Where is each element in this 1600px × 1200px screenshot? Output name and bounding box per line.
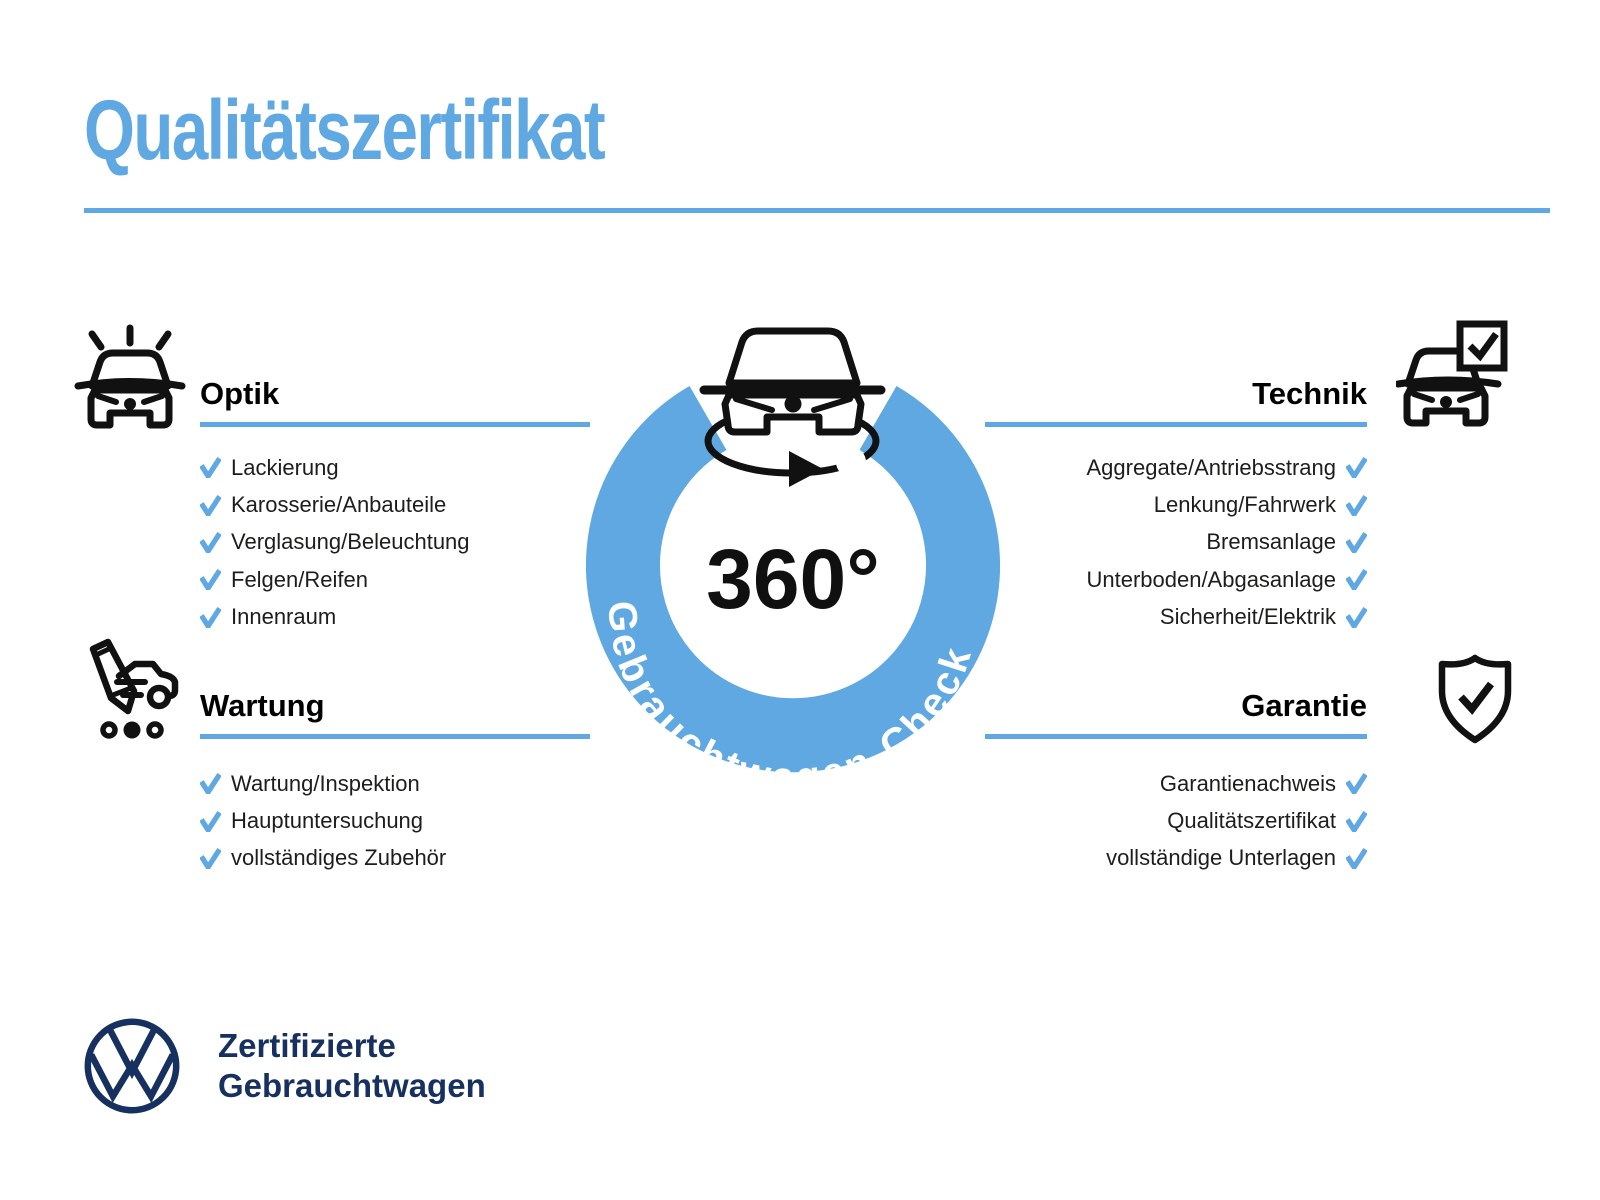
footer-line2: Gebrauchtwagen bbox=[218, 1067, 486, 1104]
check-icon bbox=[200, 773, 221, 794]
check-item bbox=[200, 449, 590, 486]
check-icon bbox=[1346, 773, 1367, 794]
section-underline bbox=[200, 734, 590, 739]
check-icon bbox=[200, 457, 221, 478]
check-item-label: vollständiges Zubehör bbox=[231, 845, 447, 871]
check-item bbox=[200, 524, 590, 561]
wartung-list bbox=[200, 765, 590, 877]
check-item-label: Innenraum bbox=[231, 604, 337, 630]
title-divider bbox=[84, 208, 1550, 213]
check-item-label: Lackierung bbox=[231, 454, 339, 480]
check-item-label: Wartung/Inspektion bbox=[231, 770, 420, 796]
section-optik bbox=[200, 378, 590, 636]
check-icon bbox=[1346, 532, 1367, 553]
check-item-label: vollständige Unterlagen bbox=[1106, 845, 1336, 871]
section-wartung bbox=[200, 690, 590, 877]
check-item-label: Unterboden/Abgasanlage bbox=[1086, 566, 1336, 592]
check-item-label: Verglasung/Beleuchtung bbox=[231, 529, 470, 555]
check-item bbox=[200, 486, 590, 523]
check-item bbox=[200, 561, 590, 598]
badge-degrees: 360° bbox=[706, 532, 880, 626]
section-garantie-title: Garantie bbox=[1241, 688, 1367, 723]
check-icon bbox=[200, 569, 221, 590]
check-item-label: Qualitätszertifikat bbox=[1167, 808, 1336, 834]
check-icon bbox=[1346, 848, 1367, 869]
optik-list bbox=[200, 449, 590, 636]
vw-logo bbox=[80, 1014, 184, 1118]
check-icon bbox=[1346, 457, 1367, 478]
check-item bbox=[985, 840, 1367, 877]
section-optik-title: Optik bbox=[200, 376, 280, 411]
check-icon bbox=[200, 495, 221, 516]
check-icon bbox=[1346, 607, 1367, 628]
badge-360-check bbox=[545, 290, 1045, 800]
check-icon bbox=[1346, 811, 1367, 832]
check-item-label: Sicherheit/Elektrik bbox=[1159, 604, 1336, 630]
check-item bbox=[200, 840, 590, 877]
page-title: Qualitätszertifikat bbox=[84, 83, 605, 177]
check-item bbox=[200, 765, 590, 802]
check-item-label: Aggregate/Antriebsstrang bbox=[1086, 454, 1336, 480]
check-icon bbox=[200, 848, 221, 869]
badge-ring-label: Gebrauchtwagen-Check bbox=[599, 599, 981, 800]
footer-line1: Zertifizierte bbox=[218, 1027, 396, 1064]
car-checkbox-icon bbox=[1396, 320, 1508, 428]
section-wartung-title: Wartung bbox=[200, 688, 325, 723]
check-item-label: Bremsanlage bbox=[1206, 529, 1336, 555]
check-icon bbox=[200, 607, 221, 628]
check-item bbox=[200, 599, 590, 636]
check-item-label: Karosserie/Anbauteile bbox=[231, 492, 447, 518]
check-icon bbox=[200, 811, 221, 832]
shield-check-icon bbox=[1434, 653, 1516, 745]
check-item bbox=[200, 802, 590, 839]
check-icon bbox=[1346, 495, 1367, 516]
pencil-car-checklist-icon bbox=[75, 634, 187, 740]
car-shine-icon bbox=[68, 320, 192, 434]
check-icon bbox=[1346, 569, 1367, 590]
check-item-label: Lenkung/Fahrwerk bbox=[1153, 492, 1336, 518]
check-icon bbox=[200, 532, 221, 553]
check-item-label: Hauptuntersuchung bbox=[231, 808, 424, 834]
section-technik-title: Technik bbox=[1252, 376, 1367, 411]
car-front-rotation-icon bbox=[704, 331, 881, 487]
check-item-label: Felgen/Reifen bbox=[231, 566, 368, 592]
section-underline bbox=[200, 422, 590, 427]
footer-wordmark bbox=[218, 1026, 486, 1106]
check-item bbox=[985, 802, 1367, 839]
check-item-label: Garantienachweis bbox=[1159, 770, 1336, 796]
